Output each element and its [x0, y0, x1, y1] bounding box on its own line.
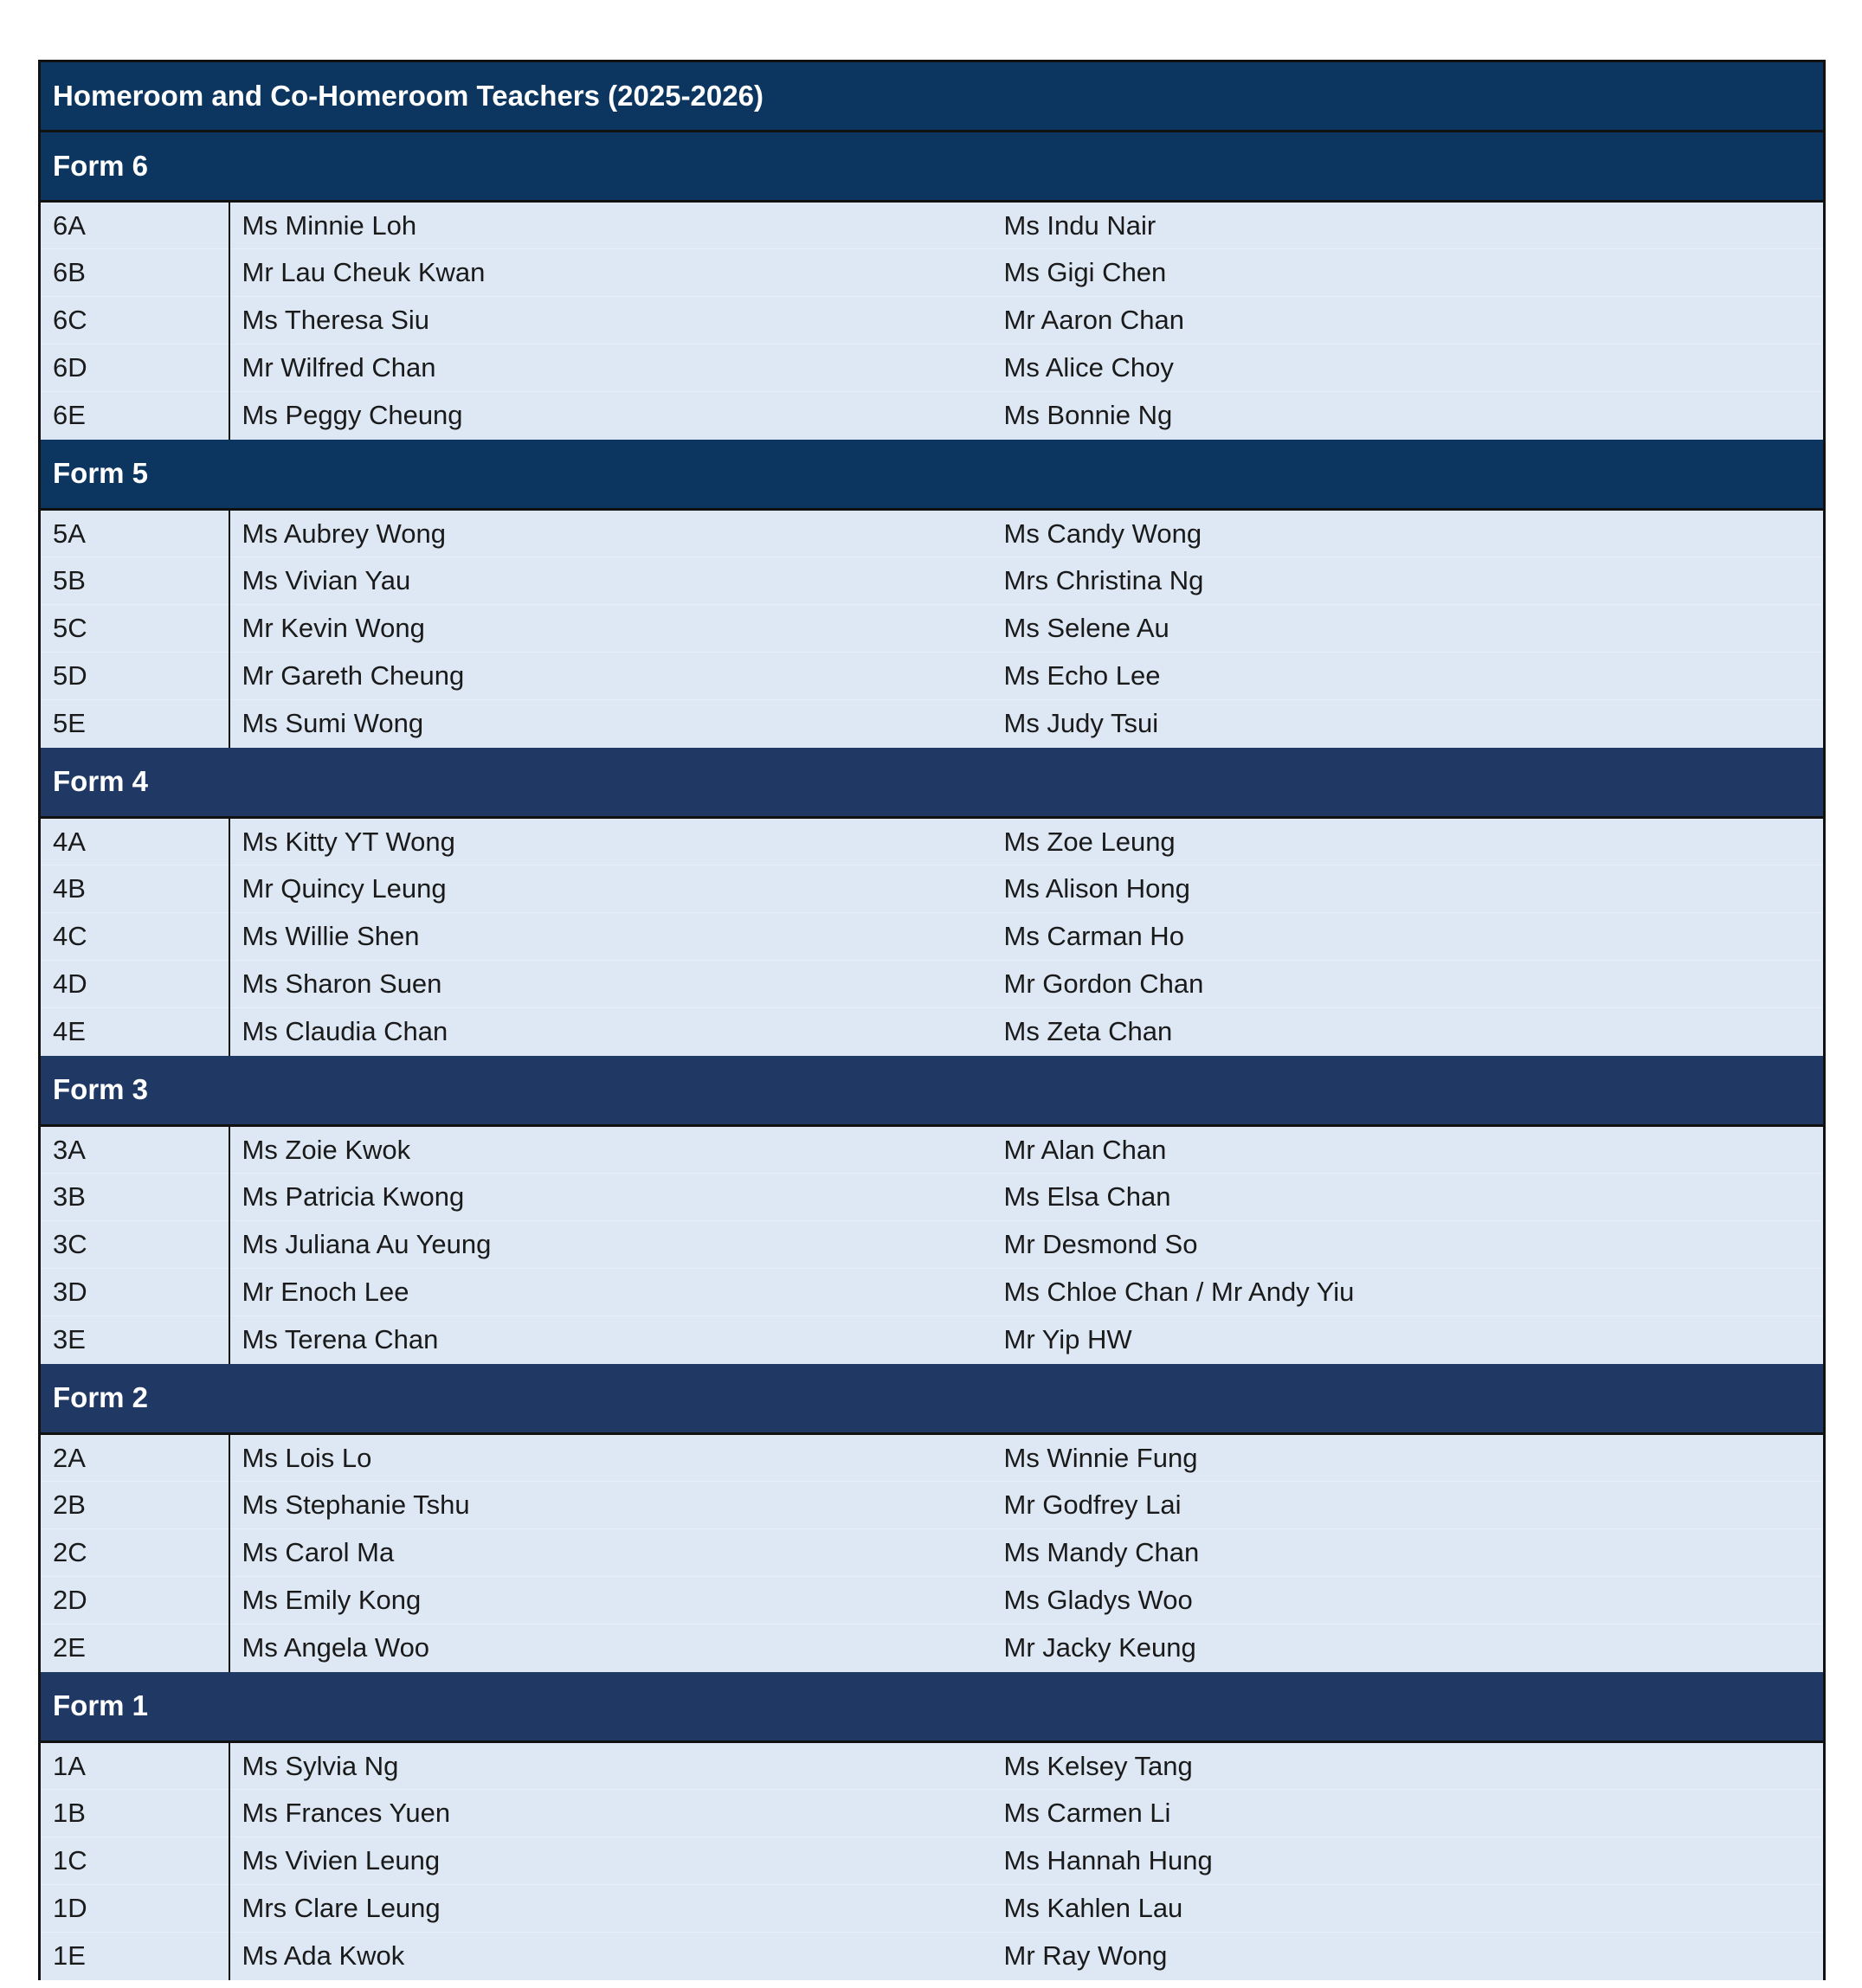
co-homeroom-teacher-cell: Ms Judy Tsui: [992, 700, 1825, 748]
co-homeroom-teacher-cell: Ms Bonnie Ng: [992, 392, 1825, 440]
homeroom-teacher-cell: Ms Frances Yuen: [229, 1790, 992, 1837]
homeroom-teacher-cell: Ms Patricia Kwong: [229, 1174, 992, 1221]
class-cell: 5C: [40, 605, 229, 653]
table-row: [40, 1577, 1825, 1624]
class-cell: 2A: [40, 1434, 229, 1482]
homeroom-teacher-cell: Ms Ada Kwok: [229, 1933, 992, 1980]
co-homeroom-teacher-cell: Ms Candy Wong: [992, 510, 1825, 557]
class-cell: 2B: [40, 1482, 229, 1529]
co-homeroom-teacher-cell: Ms Zeta Chan: [992, 1008, 1825, 1056]
co-homeroom-teacher-cell: Ms Mandy Chan: [992, 1529, 1825, 1577]
table-row: [40, 913, 1825, 961]
homeroom-teacher-cell: Mr Quincy Leung: [229, 865, 992, 913]
table-row: [40, 700, 1825, 748]
table-row: [40, 1221, 1825, 1269]
table-row: [40, 1269, 1825, 1316]
table-row: [40, 392, 1825, 440]
class-cell: 5E: [40, 700, 229, 748]
homeroom-teacher-cell: Ms Zoie Kwok: [229, 1126, 992, 1174]
class-cell: 1D: [40, 1885, 229, 1933]
table-row: [40, 1742, 1825, 1790]
form-header-row: [40, 1056, 1825, 1126]
homeroom-teacher-cell: Mrs Clare Leung: [229, 1885, 992, 1933]
co-homeroom-teacher-cell: Mr Jacky Keung: [992, 1624, 1825, 1672]
class-cell: 3E: [40, 1316, 229, 1364]
co-homeroom-teacher-cell: Ms Kelsey Tang: [992, 1742, 1825, 1790]
homeroom-teacher-cell: Ms Vivian Yau: [229, 557, 992, 605]
homeroom-teacher-cell: Ms Aubrey Wong: [229, 510, 992, 557]
homeroom-teacher-cell: Ms Sylvia Ng: [229, 1742, 992, 1790]
class-cell: 1E: [40, 1933, 229, 1980]
table-row: [40, 1174, 1825, 1221]
homeroom-teacher-cell: Ms Vivien Leung: [229, 1837, 992, 1885]
class-cell: 3D: [40, 1269, 229, 1316]
co-homeroom-teacher-cell: Ms Indu Nair: [992, 202, 1825, 249]
class-cell: 4E: [40, 1008, 229, 1056]
homeroom-teacher-cell: Mr Gareth Cheung: [229, 653, 992, 700]
table-row: [40, 865, 1825, 913]
co-homeroom-teacher-cell: Ms Alice Choy: [992, 344, 1825, 392]
co-homeroom-teacher-cell: Ms Selene Au: [992, 605, 1825, 653]
co-homeroom-teacher-cell: Mr Desmond So: [992, 1221, 1825, 1269]
class-cell: 5B: [40, 557, 229, 605]
table-row: [40, 1316, 1825, 1364]
form-label: Form 2: [40, 1364, 1825, 1434]
homeroom-teacher-cell: Ms Juliana Au Yeung: [229, 1221, 992, 1269]
form-label: Form 5: [40, 440, 1825, 510]
class-cell: 4C: [40, 913, 229, 961]
table-row: [40, 202, 1825, 249]
table-row: [40, 510, 1825, 557]
co-homeroom-teacher-cell: Mr Yip HW: [992, 1316, 1825, 1364]
co-homeroom-teacher-cell: Ms Hannah Hung: [992, 1837, 1825, 1885]
form-label: Form 1: [40, 1672, 1825, 1742]
homeroom-teacher-cell: Ms Theresa Siu: [229, 297, 992, 344]
co-homeroom-teacher-cell: Mr Godfrey Lai: [992, 1482, 1825, 1529]
class-cell: 5A: [40, 510, 229, 557]
homeroom-teacher-cell: Mr Kevin Wong: [229, 605, 992, 653]
homeroom-teacher-cell: Mr Enoch Lee: [229, 1269, 992, 1316]
class-cell: 2E: [40, 1624, 229, 1672]
co-homeroom-teacher-cell: Mr Alan Chan: [992, 1126, 1825, 1174]
table-row: [40, 1837, 1825, 1885]
co-homeroom-teacher-cell: Mrs Christina Ng: [992, 557, 1825, 605]
class-cell: 1B: [40, 1790, 229, 1837]
table-title: Homeroom and Co-Homeroom Teachers (2025-2026): [40, 61, 1825, 132]
homeroom-teacher-cell: Ms Peggy Cheung: [229, 392, 992, 440]
table-row: [40, 818, 1825, 865]
teacher-roster-table: [38, 60, 1826, 1980]
co-homeroom-teacher-cell: Mr Aaron Chan: [992, 297, 1825, 344]
table-row: [40, 605, 1825, 653]
table-row: [40, 1482, 1825, 1529]
table-row: [40, 1434, 1825, 1482]
form-header-row: [40, 748, 1825, 818]
class-cell: 6B: [40, 249, 229, 297]
table-row: [40, 653, 1825, 700]
document-page: [38, 60, 1823, 1980]
class-cell: 4D: [40, 961, 229, 1008]
table-row: [40, 1126, 1825, 1174]
co-homeroom-teacher-cell: Ms Gigi Chen: [992, 249, 1825, 297]
table-row: [40, 1790, 1825, 1837]
table-row: [40, 961, 1825, 1008]
class-cell: 4B: [40, 865, 229, 913]
co-homeroom-teacher-cell: Ms Elsa Chan: [992, 1174, 1825, 1221]
co-homeroom-teacher-cell: Mr Ray Wong: [992, 1933, 1825, 1980]
form-label: Form 6: [40, 132, 1825, 202]
class-cell: 1C: [40, 1837, 229, 1885]
class-cell: 4A: [40, 818, 229, 865]
homeroom-teacher-cell: Mr Lau Cheuk Kwan: [229, 249, 992, 297]
homeroom-teacher-cell: Ms Sumi Wong: [229, 700, 992, 748]
form-label: Form 3: [40, 1056, 1825, 1126]
class-cell: 5D: [40, 653, 229, 700]
co-homeroom-teacher-cell: Ms Winnie Fung: [992, 1434, 1825, 1482]
homeroom-teacher-cell: Ms Willie Shen: [229, 913, 992, 961]
table-title-row: [40, 61, 1825, 132]
homeroom-teacher-cell: Ms Minnie Loh: [229, 202, 992, 249]
table-row: [40, 1529, 1825, 1577]
homeroom-teacher-cell: Ms Carol Ma: [229, 1529, 992, 1577]
co-homeroom-teacher-cell: Ms Echo Lee: [992, 653, 1825, 700]
co-homeroom-teacher-cell: Ms Carman Ho: [992, 913, 1825, 961]
homeroom-teacher-cell: Ms Kitty YT Wong: [229, 818, 992, 865]
table-row: [40, 297, 1825, 344]
table-row: [40, 344, 1825, 392]
co-homeroom-teacher-cell: Mr Gordon Chan: [992, 961, 1825, 1008]
homeroom-teacher-cell: Ms Claudia Chan: [229, 1008, 992, 1056]
homeroom-teacher-cell: Ms Sharon Suen: [229, 961, 992, 1008]
form-header-row: [40, 1364, 1825, 1434]
form-header-row: [40, 1672, 1825, 1742]
class-cell: 1A: [40, 1742, 229, 1790]
co-homeroom-teacher-cell: Ms Alison Hong: [992, 865, 1825, 913]
class-cell: 6D: [40, 344, 229, 392]
class-cell: 3C: [40, 1221, 229, 1269]
class-cell: 2C: [40, 1529, 229, 1577]
form-header-row: [40, 440, 1825, 510]
homeroom-teacher-cell: Mr Wilfred Chan: [229, 344, 992, 392]
co-homeroom-teacher-cell: Ms Carmen Li: [992, 1790, 1825, 1837]
table-row: [40, 1624, 1825, 1672]
class-cell: 6C: [40, 297, 229, 344]
co-homeroom-teacher-cell: Ms Zoe Leung: [992, 818, 1825, 865]
class-cell: 2D: [40, 1577, 229, 1624]
homeroom-teacher-cell: Ms Lois Lo: [229, 1434, 992, 1482]
co-homeroom-teacher-cell: Ms Gladys Woo: [992, 1577, 1825, 1624]
homeroom-teacher-cell: Ms Angela Woo: [229, 1624, 992, 1672]
form-label: Form 4: [40, 748, 1825, 818]
table-row: [40, 1885, 1825, 1933]
table-row: [40, 1008, 1825, 1056]
table-row: [40, 557, 1825, 605]
co-homeroom-teacher-cell: Ms Kahlen Lau: [992, 1885, 1825, 1933]
table-row: [40, 249, 1825, 297]
class-cell: 6A: [40, 202, 229, 249]
form-header-row: [40, 132, 1825, 202]
homeroom-teacher-cell: Ms Stephanie Tshu: [229, 1482, 992, 1529]
table-row: [40, 1933, 1825, 1980]
homeroom-teacher-cell: Ms Emily Kong: [229, 1577, 992, 1624]
roster-body: [40, 61, 1825, 1980]
class-cell: 3B: [40, 1174, 229, 1221]
class-cell: 3A: [40, 1126, 229, 1174]
co-homeroom-teacher-cell: Ms Chloe Chan / Mr Andy Yiu: [992, 1269, 1825, 1316]
class-cell: 6E: [40, 392, 229, 440]
homeroom-teacher-cell: Ms Terena Chan: [229, 1316, 992, 1364]
